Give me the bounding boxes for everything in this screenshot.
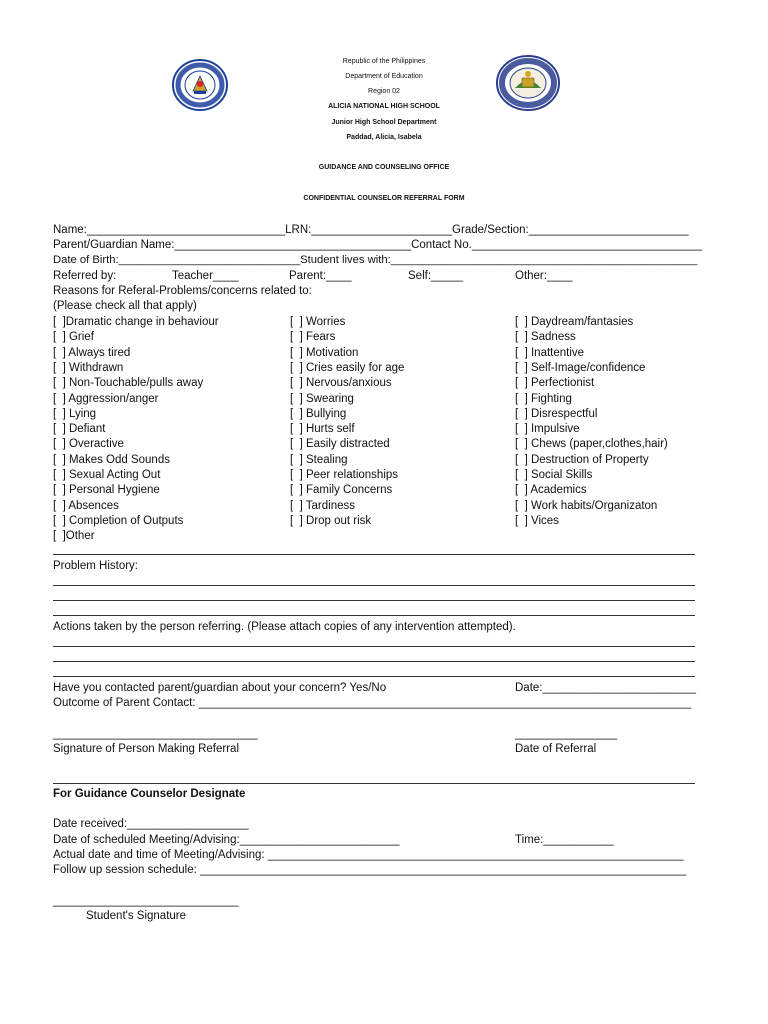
check-all-note: (Please check all that apply)	[53, 300, 197, 312]
date-received-field[interactable]: Date received:___________________	[53, 818, 249, 830]
follow-up-field[interactable]: Follow up session schedule: ____________________________________________________________________________	[53, 864, 687, 876]
actions-line-2[interactable]	[53, 661, 695, 662]
outcome-field[interactable]: Outcome of Parent Contact: _____________________________________________________________________________	[53, 697, 692, 709]
checklist-item[interactable]: [ ] Self-Image/confidence	[515, 361, 646, 374]
dob-lives-with-field[interactable]: Date of Birth:_____________________________Student lives with:_________________________________________________	[53, 254, 698, 266]
checklist-item[interactable]: [ ] Sexual Acting Out	[53, 469, 161, 481]
header-line-2: Department of Education	[345, 73, 423, 80]
checklist-item[interactable]: [ ] Stealing	[290, 453, 348, 466]
checklist-item[interactable]: [ ] Grief	[53, 331, 94, 344]
actions-line-1[interactable]	[53, 646, 695, 647]
checklist-item[interactable]: [ ] Nervous/anxious	[290, 377, 392, 390]
office-title: GUIDANCE AND COUNSELING OFFICE	[318, 164, 450, 171]
checklist-item[interactable]: [ ] Social Skills	[515, 469, 593, 481]
student-signature-line[interactable]: _____________________________	[53, 895, 239, 907]
referred-by-label: Referred by:	[53, 270, 117, 282]
header-line-3: Region 02	[368, 88, 400, 95]
referred-by-teacher[interactable]: Teacher____	[172, 270, 239, 282]
checklist-item[interactable]: [ ] Drop out risk	[290, 514, 372, 527]
actions-taken-label: Actions taken by the person referring. (Please attach copies of any intervention attempted).	[53, 621, 516, 633]
checklist-item[interactable]: [ ] Perfectionist	[515, 377, 595, 390]
parent-contact-field[interactable]: Parent/Guardian Name:_____________________________________Contact No.____________________________________	[53, 239, 703, 251]
checklist-item[interactable]: [ ] Makes Odd Sounds	[53, 453, 170, 466]
referrer-signature-label: Signature of Person Making Referral	[53, 743, 240, 755]
referred-by-parent[interactable]: Parent:____	[289, 270, 352, 282]
parent-contacted-question: Have you contacted parent/guardian about your concern? Yes/No	[53, 682, 387, 694]
department-name: Junior High School Department	[331, 119, 437, 126]
checklist-item[interactable]: [ ] Non-Touchable/pulls away	[53, 377, 204, 390]
checklist-item[interactable]: [ ] Motivation	[290, 346, 359, 359]
checklist-item[interactable]: [ ] Disrespectful	[515, 407, 598, 420]
checklist-item[interactable]: [ ] Daydream/fantasies	[515, 316, 634, 328]
checklist-item[interactable]: [ ] Withdrawn	[53, 361, 124, 374]
problem-history-line-3[interactable]	[53, 615, 695, 616]
checklist-item[interactable]: [ ] Destruction of Property	[515, 453, 649, 466]
divider-line	[53, 554, 695, 555]
problem-history-label: Problem History:	[53, 560, 138, 572]
checklist-item[interactable]: [ ]Other	[53, 530, 95, 543]
referral-date-label: Date of Referral	[515, 743, 597, 755]
checklist-item[interactable]: [ ] Personal Hygiene	[53, 484, 160, 497]
name-lrn-grade-field[interactable]: Name:_______________________________LRN:______________________Grade/Section:_________________________	[53, 224, 689, 236]
reasons-label: Reasons for Referal-Problems/concerns related to:	[53, 285, 312, 297]
referral-date-line[interactable]: ________________	[515, 728, 618, 740]
problem-history-line-1[interactable]	[53, 585, 695, 586]
referred-by-self[interactable]: Self:_____	[408, 270, 463, 282]
scheduled-meeting-field[interactable]: Date of scheduled Meeting/Advising:_________________________	[53, 834, 400, 846]
form-title: CONFIDENTIAL COUNSELOR REFERRAL FORM	[303, 195, 465, 202]
actual-meeting-field[interactable]: Actual date and time of Meeting/Advising: _________________________________________________________________	[53, 849, 684, 861]
student-signature-label: Student's Signature	[86, 910, 187, 922]
checklist-item[interactable]: [ ] Peer relationships	[290, 469, 399, 481]
referred-by-other[interactable]: Other:____	[515, 270, 573, 282]
actions-line-3[interactable]	[53, 676, 695, 677]
referrer-signature-line[interactable]: ________________________________	[53, 728, 258, 740]
checklist-item[interactable]: [ ] Completion of Outputs	[53, 514, 184, 527]
checklist-item[interactable]: [ ] Easily distracted	[290, 438, 390, 451]
checklist-item[interactable]: [ ] Lying	[53, 407, 97, 420]
checklist-item[interactable]: [ ]Dramatic change in behaviour	[53, 316, 219, 328]
checklist-item[interactable]: [ ] Worries	[290, 316, 346, 328]
school-name: ALICIA NATIONAL HIGH SCHOOL	[328, 103, 440, 110]
checklist-item[interactable]: [ ] Family Concerns	[290, 484, 393, 497]
checklist-item[interactable]: [ ] Cries easily for age	[290, 361, 405, 374]
checklist-item[interactable]: [ ] Absences	[53, 499, 119, 512]
checklist-item[interactable]: [ ] Overactive	[53, 438, 124, 451]
checklist-item[interactable]: [ ] Chews (paper,clothes,hair)	[515, 438, 668, 451]
checklist-item[interactable]: [ ] Work habits/Organizaton	[515, 499, 658, 512]
checklist-item[interactable]: [ ] Impulsive	[515, 423, 580, 436]
checklist-item[interactable]: [ ] Sadness	[515, 331, 576, 344]
contact-date-field[interactable]: Date:________________________	[515, 682, 696, 694]
school-address: Paddad, Alicia, Isabela	[346, 134, 422, 141]
checklist-item[interactable]: [ ] Bullying	[290, 407, 347, 420]
checklist-item[interactable]: [ ] Academics	[515, 484, 587, 497]
checklist-item[interactable]: [ ] Defiant	[53, 423, 106, 436]
checklist-item[interactable]: [ ] Hurts self	[290, 423, 355, 436]
checklist-item[interactable]: [ ] Always tired	[53, 346, 131, 359]
checklist-item[interactable]: [ ] Swearing	[290, 392, 354, 405]
checklist-item[interactable]: [ ] Aggression/anger	[53, 392, 159, 405]
time-field[interactable]: Time:___________	[515, 834, 614, 846]
checklist-item[interactable]: [ ] Fears	[290, 331, 336, 344]
checklist-item[interactable]: [ ] Fighting	[515, 392, 572, 405]
checklist-item[interactable]: [ ] Tardiness	[290, 499, 355, 512]
checklist-item[interactable]: [ ] Inattentive	[515, 346, 585, 359]
header-line-1: Republic of the Philippines	[342, 58, 426, 65]
problem-history-line-2[interactable]	[53, 600, 695, 601]
counselor-heading: For Guidance Counselor Designate	[53, 788, 246, 800]
checklist-item[interactable]: [ ] Vices	[515, 514, 559, 527]
section-divider	[53, 783, 695, 784]
